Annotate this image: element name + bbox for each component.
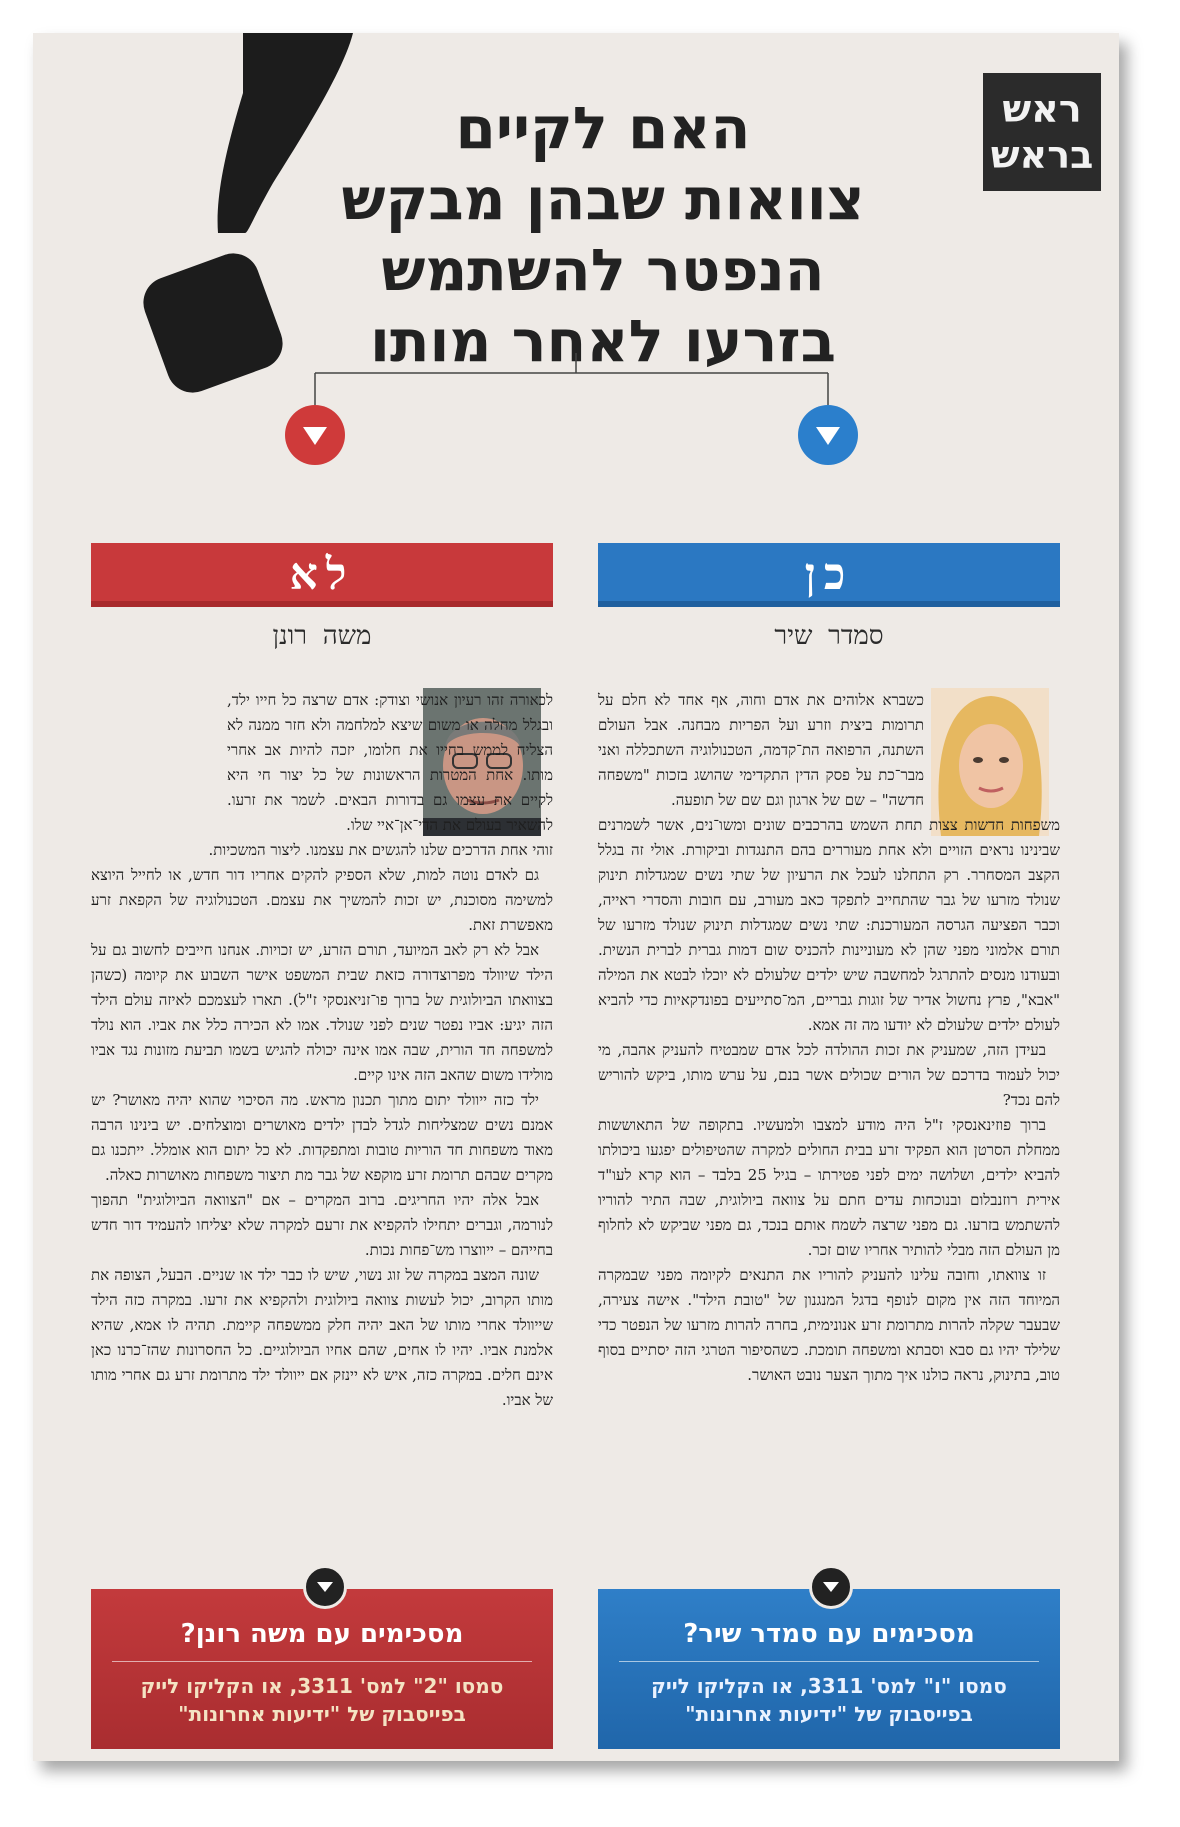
no-vote-sms: סמסו "2" למס' 3311, או הקליקו לייק bbox=[140, 1674, 504, 1698]
no-arrow-icon bbox=[285, 405, 345, 465]
headline-line4: בזרעו לאחר מותו bbox=[370, 307, 836, 375]
headline-line2: צוואות שבהן מבקש bbox=[341, 165, 865, 233]
yes-paragraph-1: כשברא אלוהים את אדם וחוה, אף אחד לא חלם על תרומות ביצית וזרע ועל הפריות מבחנה. אבל העולם השתנה, הרפואה הת־קדמה, הטכנולוגיה השתכללה ואני מבר־כת על פסק הדין התקדימי שהושג בזכות "משפחה חדשה" – שם של ארגון וגם שם של תופעה. bbox=[598, 691, 924, 809]
no-paragraph-3: גם לאדם נוטה למות, שלא הספיק להקים אחריו דור חדש, או לחייל היוצא למשימה מסוכנת, יש זכות להמשיך את עצמם. הטכנולוגיה של הקפאת זרע מאפשרת זאת. bbox=[91, 866, 553, 934]
headline-line3: הנפטר להשתמש bbox=[381, 236, 825, 304]
no-article-column bbox=[91, 688, 553, 1558]
yes-footer-arrow-icon bbox=[809, 1565, 853, 1609]
no-vote-facebook: בפייסבוק של "ידיעות אחרונות" bbox=[178, 1702, 466, 1726]
branch-connector bbox=[33, 353, 1119, 503]
section-badge bbox=[983, 73, 1101, 191]
newspaper-page bbox=[33, 33, 1119, 1761]
yes-paragraph-4: ברוך פוזינאנסקי ז"ל היה מודע למצבו ולמעשיו. בתקופה של התאוששות ממחלת הסרטן הוא הפקיד זרע בבית החולים למקרה שהטיפולים יפגעו ביכולתו להביא ילדים, ושלושה ימים לפני פטירתו – בגיל 25 בלבד – הוא קרא לעו"ד אירית רוזנבלום ובנוכחות עדים חתם על צוואה ביולוגית, שבה התיר להוריו להשתמש בזרעו. גם מפני שרצה לשמח אותם בנכד, גם מפני שביקש לא לחלוף מן העולם הזה מבלי להותיר אחריו שום זכר. bbox=[598, 1116, 1060, 1259]
section-badge-line2: בראש bbox=[990, 133, 1094, 177]
yes-paragraph-2: משפחות חדשות צצות תחת השמש בהרכבים שונים ומשו־נים, אשר לשמרנים שבינינו נראים הזויים ולא אחת מעוררים בהם התנגדות וביקורת. אולי זה בגלל הקצב המסחרר. רק התחלנו לעכל את הרעיון של שתי נשים שמגדלות תינוק שנולד מזרעו של גבר שהתחייב לתפקד כאב מעורב, עם חובות והסדרי ראייה, וכבר הפציעה הגרסה המעורכנת: שתי נשים שמגדלות תינוק שנולד מזרעו של תורם אלמוני מפני שהן לא מעוניינות להכניס שום דמות גברית לברית הנשית. ובעודנו מנסים להתרגל למחשבה שיש ילדים שלעולם לא יוכלו לבטא את המילה "אבא", פרץ נחשול אדיר של זוגות גבריים, המ־סתייעים בפונדקאיות כדי להביא לעולם ילדים שלעולם לא יודעו מה זה אמא. bbox=[598, 816, 1060, 1034]
no-author: משה רונן bbox=[272, 621, 372, 651]
yes-vote-box bbox=[598, 1589, 1060, 1749]
yes-vote-title: מסכימים עם סמדר שיר? bbox=[683, 1619, 975, 1649]
no-vote-title: מסכימים עם משה רונן? bbox=[180, 1619, 464, 1649]
yes-vote-divider bbox=[619, 1661, 1039, 1662]
no-footer-arrow-icon bbox=[303, 1565, 347, 1609]
yes-author: סמדר שיר bbox=[774, 621, 884, 651]
yes-article-column bbox=[598, 688, 1060, 1558]
no-paragraph-1: לכאורה זהו רעיון אנושי וצודק: אדם שרצה כל חייו ילד, ובגלל מחלה או משום שיצא למלחמה ולא חזר ממנה לא הצליח לממש בחייו את חלומו, יזכה להיות אב אחרי מותו. אחת המטרות הראשונות של כל יצור חי היא לקיים את עצמו גם בדורות הבאים. לשמר את זרעו. להשאיר בעולם את הדי־אן־איי שלו. bbox=[227, 691, 553, 834]
yes-label: כן bbox=[598, 543, 1060, 607]
yes-paragraph-5: זו צוואתו, וחובה עלינו להעניק להוריו את התנאים לקיומה מפני שבמקרה המיוחד הזה אין מקום לנופף בדגל המנגנון של "טובת הילד". אישה צעירה, שבעבר שקלה להרות מתרומת זרע אנונימית, בחרה להרות מזרעו של הנפטר כדי שלילד יהיו גם סבא וסבתא ומשפחה תומכת. כשהסיפור הטרגי הזה יסתיים בסוף טוב, בתינוק, נראה כולנו איך מתוך הצער נובט האושר. bbox=[598, 1266, 1060, 1384]
section-badge-line1: ראש bbox=[1002, 87, 1082, 131]
no-paragraph-6: אבל אלה יהיו החריגים. ברוב המקרים – אם "הצוואה הביולוגית" תהפוך לנורמה, וגברים יתחילו להקפיא את זרעם למקרה שלא יצליחו להעמיד דור חדש בחייהם – ייווצרו מש־פחות נכות. bbox=[91, 1191, 553, 1259]
no-label: לא bbox=[91, 543, 553, 607]
no-paragraph-4: אבל לא רק לאב המיועד, תורם הזרע, יש זכויות. אנחנו חייבים לחשוב גם על הילד שיוולד מפרוצדורה כזאת שבית המשפט אישר השבוע את קיומה (כשהן בצוואתו הביולוגית של ברוך פו־זניאנסקי ז"ל). תארו לעצמכם לאיזה עולם הילד הזה יגיע: אביו נפטר שנים לפני שנולד. אמו לא הכירה כלל את אביו. הוא נולד למשפחה חד הורית, שבה אמו אינה יכולה להגיש בשמו תביעת מזונות נגד אביו מולידו משום שהאב הזה אינו קיים. bbox=[91, 941, 553, 1084]
headline bbox=[263, 93, 943, 377]
yes-vote-sms: סמסו "ו" למס' 3311, או הקליקו לייק bbox=[651, 1674, 1007, 1698]
no-vote-box bbox=[91, 1589, 553, 1749]
yes-vote-facebook: בפייסבוק של "ידיעות אחרונות" bbox=[685, 1702, 973, 1726]
yes-arrow-icon bbox=[798, 405, 858, 465]
no-vote-divider bbox=[112, 1661, 532, 1662]
yes-paragraph-3: בעידן הזה, שמעניק את זכות ההולדה לכל אדם שמבטיח להעניק אהבה, מי יכול לעמוד בדרכם של הורים שכולים אשר בנם, על ערש מותו, ביקש להוריש להם נכד? bbox=[598, 1041, 1060, 1109]
headline-line1: האם לקיים bbox=[455, 94, 751, 162]
no-paragraph-5: ילד כזה ייוולד יתום מתוך תכנון מראש. מה הסיכוי שהוא יהיה מאושר? יש אמנם נשים שמצליחות לגדל לבדן ילדים מאושרים ומוצלחים. יש בינינו הרבה מאוד משפחות חד הוריות טובות ומתפקדות. לא כל יתום הוא אומלל. ייתכנו גם מקרים שבהם תרומת זרע מוקפא של גבר מת תיצור משפחות מאושרות כאלה. bbox=[91, 1091, 553, 1184]
no-paragraph-7: שונה המצב במקרה של זוג נשוי, שיש לו כבר ילד או שניים. הבעל, הצופה את מותו הקרוב, יכול לעשות צוואה ביולוגית ולהקפיא את זרעו. במקרה כזה הילד שייוולד אחרי מותו של האב יהיה חלק ממשפחה קיימת. תהיה לו אמא, שהיא אלמנת אביו. יהיו לו אחים, שהם אחיו הביולוגיים. כל החסרונות שהז־כרנו כאן אינם חלים. במקרה כזה, איש לא יינזק אם ייוולד ילד מתרומת זרע גם אחרי מותו של אביו. bbox=[91, 1266, 553, 1409]
no-paragraph-2: זוהי אחת הדרכים שלנו להגשים את עצמנו. ליצור המשכיות. bbox=[208, 841, 553, 859]
